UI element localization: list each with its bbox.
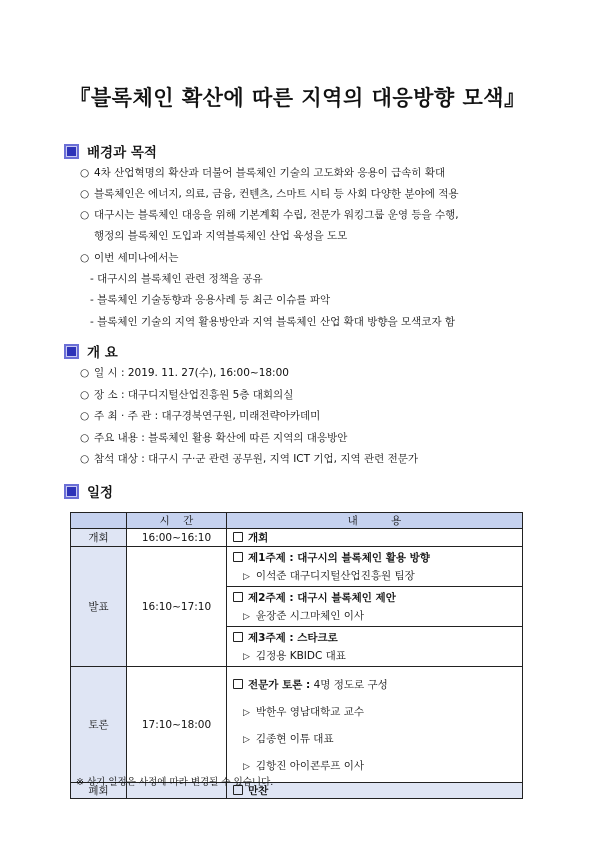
row-content-opening: 개회: [227, 529, 523, 547]
checkbox-icon: [233, 679, 243, 689]
row-time-presentation: 16:10~17:10: [127, 547, 227, 667]
section-heading-background: [64, 141, 157, 161]
header-cell-time: 시 간: [127, 513, 227, 529]
table-row: [71, 667, 523, 783]
circle-bullet-icon: ○: [80, 410, 90, 422]
section-heading-overview: [64, 341, 118, 361]
square-bullet-icon: [64, 344, 79, 359]
bullet-line: ○ 이번 세미나에서는: [80, 252, 179, 264]
panelist: 김항진 아이콘루프 이사: [255, 759, 365, 772]
sub-bullet-line: - 블록체인 기술의 지역 활용방안과 지역 블록체인 산업 확대 방향을 모색코자 함: [90, 316, 456, 328]
checkbox-icon: [233, 552, 243, 562]
section-title: 개 요: [87, 345, 118, 361]
sub-bullet-line: - 대구시의 블록체인 관련 정책을 공유: [90, 273, 263, 285]
bullet-line: ○ 주요 내용 : 블록체인 활용 확산에 따른 지역의 대응방안: [80, 432, 348, 444]
square-bullet-icon: [64, 484, 79, 499]
bullet-line: ○ 장 소 : 대구디지털산업진흥원 5층 대회의실: [80, 389, 294, 401]
presentation-item: 제2주제 : 대구시 블록체인 제안 ▷ 윤장준 시그마체인 이사: [227, 587, 523, 627]
bullet-line: ○ 대구시는 블록체인 대응을 위해 기본계획 수립, 전문가 워킹그룹 운영 등을 수행,: [80, 209, 459, 221]
triangle-bullet-icon: ▷: [243, 572, 250, 582]
circle-bullet-icon: ○: [80, 389, 90, 401]
checkbox-icon: [233, 532, 243, 542]
footnote: ※ 상기 일정은 사정에 따라 변경될 수 있습니다.: [76, 777, 274, 788]
row-time-opening: 16:00~16:10: [127, 529, 227, 547]
section-heading-schedule: [64, 481, 113, 501]
triangle-bullet-icon: ▷: [243, 707, 250, 718]
table-header-row: [71, 513, 523, 529]
table-row: [71, 547, 523, 587]
circle-bullet-icon: ○: [80, 252, 90, 264]
checkbox-icon: [233, 632, 243, 642]
schedule-table: [70, 512, 523, 799]
presentation-item: 제3주제 : 스타크로 ▷ 김정용 KBIDC 대표: [227, 627, 523, 667]
bullet-continuation: 행정의 블록체인 도입과 지역블록체인 산업 육성을 도모: [94, 230, 348, 242]
row-label-closing: 폐회: [71, 783, 127, 799]
circle-bullet-icon: ○: [80, 167, 90, 179]
header-cell-content: 내 용: [227, 513, 523, 529]
bullet-line: ○ 4차 산업혁명의 확산과 더불어 블록체인 기술의 고도화와 응용이 급속히 확대: [80, 167, 446, 179]
header-cell-empty: [71, 513, 127, 529]
circle-bullet-icon: ○: [80, 188, 90, 200]
section-title: 배경과 목적: [87, 145, 157, 161]
panelist: 김종현 이튜 대표: [255, 732, 334, 745]
triangle-bullet-icon: ▷: [243, 612, 250, 622]
table-row: [71, 529, 523, 547]
checkbox-icon: [233, 592, 243, 602]
document-title: 『블록체인 확산에 따른 지역의 대응방향 모색』: [69, 86, 526, 110]
bullet-line: ○ 일 시 : 2019. 11. 27(수), 16:00~18:00: [80, 367, 289, 379]
circle-bullet-icon: ○: [80, 209, 90, 221]
row-content-discussion: 전문가 토론 : 4명 정도로 구성 ▷ 박한우 영남대학교 교수 ▷ 김종현 이튜 대표 ▷ 김항진 아이콘루프 이사: [227, 667, 523, 783]
bullet-line: ○ 주 최 · 주 관 : 대구경북연구원, 미래전략아카데미: [80, 410, 321, 422]
circle-bullet-icon: ○: [80, 453, 90, 465]
circle-bullet-icon: ○: [80, 432, 90, 444]
bullet-line: ○ 블록체인은 에너지, 의료, 금융, 컨텐츠, 스마트 시티 등 사회 다양한 분야에 적용: [80, 188, 459, 200]
bullet-line: ○ 참석 대상 : 대구시 구·군 관련 공무원, 지역 ICT 기업, 지역 관련 전문가: [80, 453, 419, 465]
triangle-bullet-icon: ▷: [243, 652, 250, 662]
section-title: 일정: [87, 485, 114, 501]
circle-bullet-icon: ○: [80, 367, 90, 379]
presentation-item: 제1주제 : 대구시의 블록체인 활용 방향 ▷ 이석준 대구디지털산업진흥원 팀장: [227, 547, 523, 587]
row-label-presentation: 발표: [71, 547, 127, 667]
row-label-opening: 개회: [71, 529, 127, 547]
triangle-bullet-icon: ▷: [243, 734, 250, 745]
triangle-bullet-icon: ▷: [243, 761, 250, 772]
panelist: 박한우 영남대학교 교수: [255, 705, 365, 718]
row-content-closing: 만찬: [227, 783, 523, 799]
sub-bullet-line: - 블록체인 기술동향과 응용사례 등 최근 이슈를 파악: [90, 294, 331, 306]
square-bullet-icon: [64, 144, 79, 159]
row-label-discussion: 토론: [71, 667, 127, 783]
row-time-discussion: 17:10~18:00: [127, 667, 227, 783]
